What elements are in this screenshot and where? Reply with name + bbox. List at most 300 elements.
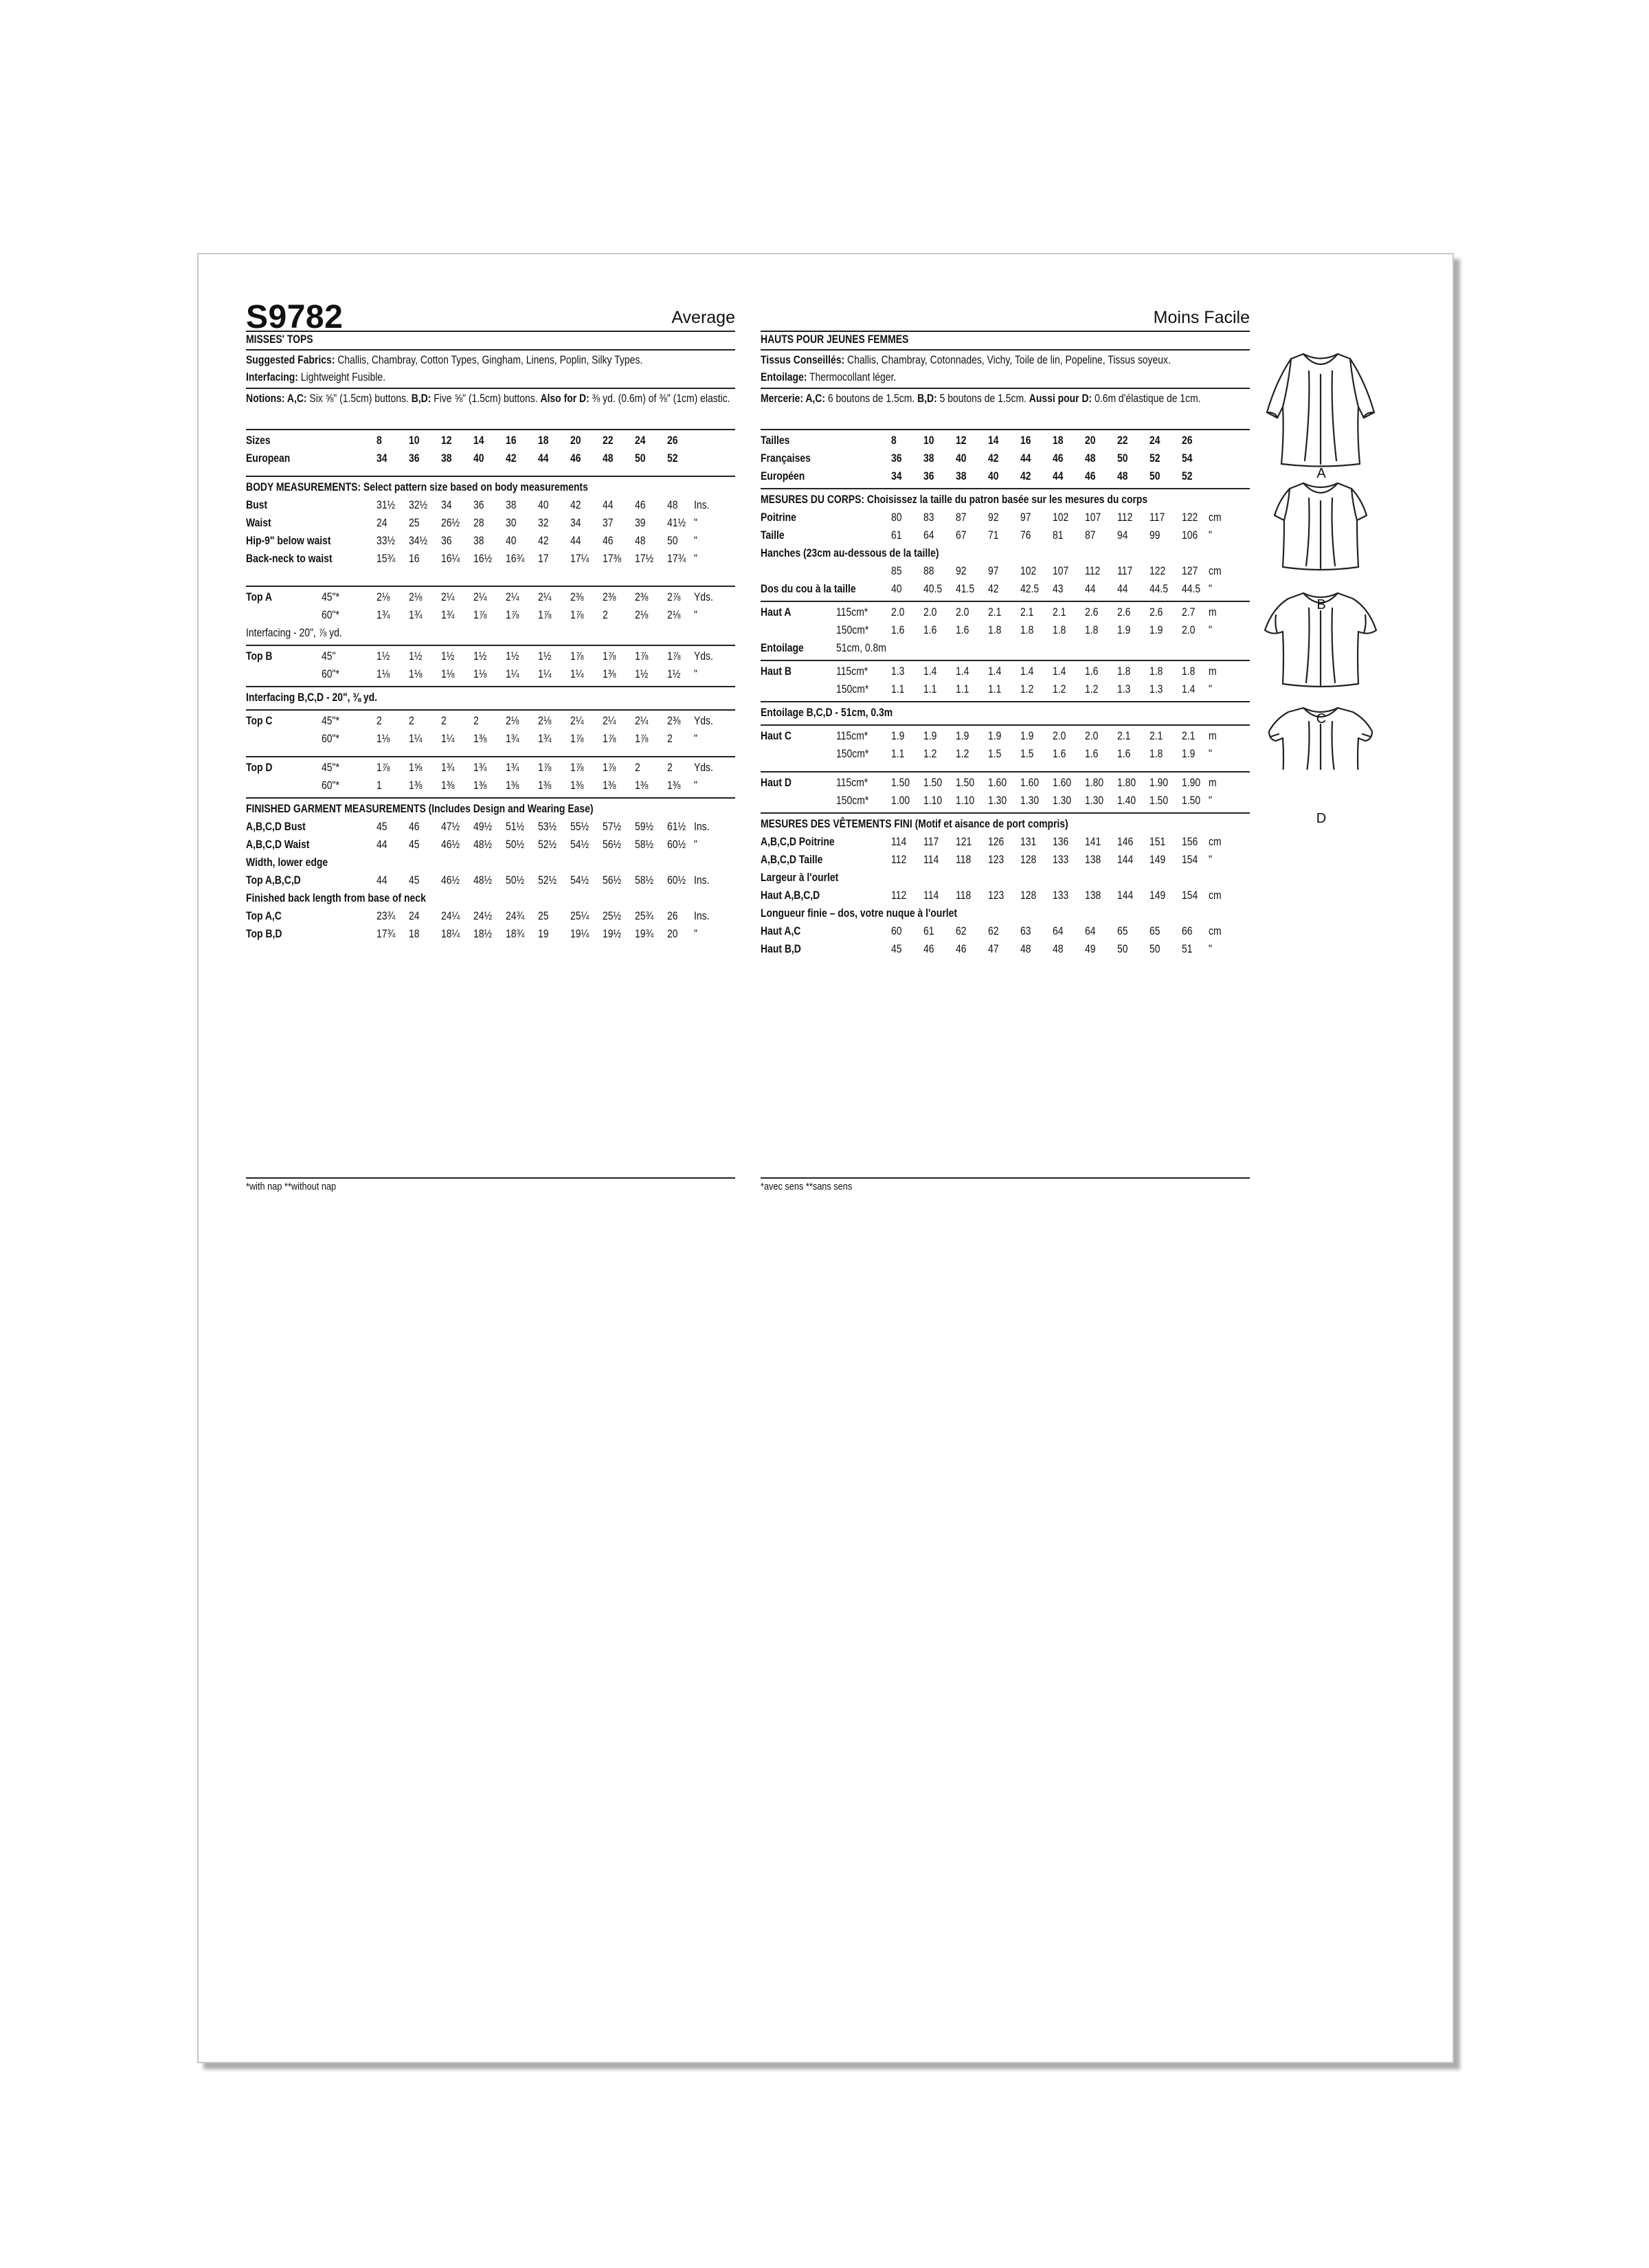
table-cell: 1.60 bbox=[1053, 776, 1072, 789]
table-cell: 2⅜ bbox=[667, 714, 681, 727]
table-cell: 45"* bbox=[322, 714, 339, 727]
row-label: MESURES DU CORPS: Choisissez la taille du patron basée sur les mesures du corps bbox=[761, 493, 1148, 506]
table-cell: 51cm, 0.8m bbox=[836, 641, 886, 654]
table-cell: 51 bbox=[1182, 942, 1193, 955]
table-cell: 1⅞ bbox=[570, 608, 584, 621]
table-cell: 46 bbox=[570, 452, 581, 465]
row-label: Top A,C bbox=[246, 909, 282, 922]
table-row bbox=[761, 704, 1250, 722]
table-cell: 46½ bbox=[441, 874, 460, 887]
table-cell: 16 bbox=[506, 434, 517, 447]
table-cell: 1⅜ bbox=[667, 779, 681, 792]
row-label: MESURES DES VÊTEMENTS FINI (Motif et aisance de port compris) bbox=[761, 817, 1068, 830]
table-row bbox=[761, 922, 1250, 940]
table-cell: 52 bbox=[1182, 469, 1193, 482]
table-cell: 1½ bbox=[506, 649, 519, 663]
table-cell: 1.6 bbox=[923, 623, 937, 636]
table-cell: 60½ bbox=[667, 874, 686, 887]
table-cell: 40 bbox=[891, 582, 902, 595]
table-cell: 2.6 bbox=[1149, 605, 1163, 619]
table-cell: 63 bbox=[1020, 924, 1031, 937]
table-cell: 26 bbox=[667, 434, 678, 447]
table-cell: 16¾ bbox=[506, 552, 525, 565]
table-cell: 48 bbox=[667, 498, 678, 511]
row-label: Entoilage bbox=[761, 641, 804, 654]
table-cell: 1¾ bbox=[377, 608, 390, 621]
table-cell: 102 bbox=[1020, 564, 1037, 577]
table-cell: 92 bbox=[988, 511, 999, 524]
table-rule bbox=[761, 724, 1250, 726]
table-cell: 22 bbox=[603, 434, 614, 447]
table-cell: 64 bbox=[1085, 924, 1096, 937]
table-cell: " bbox=[694, 779, 697, 792]
table-cell: 150cm* bbox=[836, 794, 869, 807]
table-rule bbox=[761, 660, 1250, 661]
table-cell: 56½ bbox=[603, 874, 622, 887]
row-label: Top C bbox=[246, 714, 273, 727]
table-cell: 1.60 bbox=[988, 776, 1007, 789]
table-cell: 1.8 bbox=[1085, 623, 1099, 636]
table-cell: 1.9 bbox=[956, 729, 969, 742]
table-cell: 112 bbox=[891, 853, 907, 866]
table-cell: 1¾ bbox=[538, 732, 552, 745]
table-cell: 52½ bbox=[538, 838, 557, 851]
table-cell: 138 bbox=[1085, 853, 1101, 866]
table-cell: 1.50 bbox=[891, 776, 910, 789]
row-label: Haut A,B,C,D bbox=[761, 889, 820, 902]
row-label: Européen bbox=[761, 469, 805, 482]
title-rule-fr bbox=[761, 349, 1250, 351]
table-cell: 97 bbox=[1020, 511, 1031, 524]
table-cell: 1¾ bbox=[409, 608, 423, 621]
table-cell: 2⅜ bbox=[603, 590, 616, 603]
table-row bbox=[761, 851, 1250, 869]
table-cell: 8 bbox=[377, 434, 382, 447]
table-cell: 85 bbox=[891, 564, 902, 577]
table-cell: 42 bbox=[988, 582, 999, 595]
table-cell: 1.30 bbox=[1020, 794, 1040, 807]
table-cell: 1.00 bbox=[891, 794, 910, 807]
table-cell: 42 bbox=[570, 498, 581, 511]
table-cell: 52 bbox=[1149, 452, 1160, 465]
table-cell: 1⅞ bbox=[667, 649, 681, 663]
table-cell: 50 bbox=[1149, 469, 1160, 482]
table-cell: 1½ bbox=[473, 649, 487, 663]
table-cell: 40 bbox=[473, 452, 484, 465]
pattern-code: S9782 bbox=[246, 299, 344, 335]
table-cell: 1.8 bbox=[1149, 747, 1163, 760]
table-cell: 36 bbox=[409, 452, 420, 465]
row-label: Haut B,D bbox=[761, 942, 801, 955]
table-cell: 2 bbox=[667, 732, 673, 745]
table-cell: 1⅛ bbox=[377, 732, 390, 745]
difficulty-level-fr: Moins Facile bbox=[1153, 308, 1250, 327]
row-label: Back-neck to waist bbox=[246, 552, 333, 565]
table-row bbox=[246, 647, 735, 665]
table-cell: 50 bbox=[1117, 452, 1128, 465]
table-cell: 26 bbox=[1182, 434, 1193, 447]
table-cell: 46½ bbox=[441, 838, 460, 851]
notions-text: Notions: A,C: Six ⅝" (1.5cm) buttons. B,D: Five ⅝" (1.5cm) buttons. Also for D: ⅜ yd. (0.6m) of ⅜" (1cm) elastic. bbox=[246, 392, 730, 405]
table-cell: 45 bbox=[409, 838, 420, 851]
table-cell: 150cm* bbox=[836, 682, 869, 696]
table-cell: 44 bbox=[570, 534, 581, 547]
notions-rule-fr bbox=[761, 388, 1250, 389]
table-cell: 58½ bbox=[635, 838, 654, 851]
table-cell: Ins. bbox=[694, 498, 710, 511]
table-cell: 1⅜ bbox=[603, 779, 616, 792]
table-cell: 18 bbox=[538, 434, 549, 447]
table-cell: 17¼ bbox=[570, 552, 590, 565]
table-cell: 2.7 bbox=[1182, 605, 1196, 619]
table-cell: 123 bbox=[988, 889, 1005, 902]
table-row bbox=[761, 833, 1250, 851]
table-cell: 45"* bbox=[322, 590, 339, 603]
table-cell: 14 bbox=[988, 434, 999, 447]
table-cell: 10 bbox=[409, 434, 420, 447]
table-cell: 66 bbox=[1182, 924, 1193, 937]
table-cell: 149 bbox=[1149, 889, 1166, 902]
table-cell: 38 bbox=[473, 534, 484, 547]
row-label: Haut A bbox=[761, 605, 792, 619]
table-cell: 1.60 bbox=[1020, 776, 1040, 789]
table-row bbox=[246, 854, 735, 871]
table-cell: cm bbox=[1209, 889, 1222, 902]
table-cell: 106 bbox=[1182, 529, 1198, 542]
view-sketches bbox=[1262, 344, 1379, 770]
table-cell: 1⅞ bbox=[603, 732, 616, 745]
table-cell: 149 bbox=[1149, 853, 1166, 866]
table-cell: " bbox=[694, 667, 697, 680]
table-cell: 121 bbox=[956, 835, 972, 848]
view-label-a: A bbox=[1316, 466, 1326, 481]
table-cell: 1⅜ bbox=[409, 779, 423, 792]
table-cell: 1.4 bbox=[1020, 665, 1034, 678]
table-cell: 2.0 bbox=[1182, 623, 1196, 636]
table-cell: 20 bbox=[1085, 434, 1096, 447]
table-row bbox=[246, 432, 735, 449]
table-cell: 44 bbox=[377, 874, 388, 887]
table-cell: 46 bbox=[603, 534, 614, 547]
table-cell: 1⅞ bbox=[538, 608, 552, 621]
table-cell: " bbox=[1209, 747, 1212, 760]
table-row bbox=[761, 621, 1250, 639]
table-cell: 1½ bbox=[635, 667, 649, 680]
table-cell: 2.6 bbox=[1117, 605, 1131, 619]
table-cell: " bbox=[694, 732, 697, 745]
table-cell: 42 bbox=[1020, 469, 1031, 482]
table-row bbox=[246, 606, 735, 624]
table-row bbox=[246, 478, 735, 496]
table-cell: 122 bbox=[1182, 511, 1198, 524]
table-cell: 64 bbox=[1053, 924, 1064, 937]
table-cell: 1⅜ bbox=[635, 779, 649, 792]
table-cell: 38 bbox=[923, 452, 934, 465]
table-cell: 56½ bbox=[603, 838, 622, 851]
row-label: Hip-9" below waist bbox=[246, 534, 331, 547]
table-cell: 1⅛ bbox=[409, 667, 423, 680]
row-label: A,B,C,D Waist bbox=[246, 838, 310, 851]
table-cell: 46 bbox=[1085, 469, 1096, 482]
table-cell: 1⅞ bbox=[570, 649, 584, 663]
table-cell: 1.4 bbox=[923, 665, 937, 678]
table-cell: 60"* bbox=[322, 779, 339, 792]
table-cell: 128 bbox=[1020, 889, 1037, 902]
table-cell: 2⅛ bbox=[667, 608, 681, 621]
table-cell: " bbox=[694, 927, 697, 940]
footnote-rule bbox=[246, 1177, 735, 1179]
interfacing-text-fr: Entoilage: Thermocollant léger. bbox=[761, 370, 897, 383]
table-row bbox=[761, 663, 1250, 680]
table-row bbox=[761, 580, 1250, 598]
table-cell: 60"* bbox=[322, 608, 339, 621]
table-cell: 1.40 bbox=[1117, 794, 1136, 807]
table-row bbox=[761, 745, 1250, 763]
table-cell: 25½ bbox=[603, 909, 622, 922]
table-cell: 1.50 bbox=[923, 776, 943, 789]
table-cell: 32½ bbox=[409, 498, 428, 511]
table-cell: 16 bbox=[409, 552, 420, 565]
table-row bbox=[246, 925, 735, 943]
row-label: Tailles bbox=[761, 434, 790, 447]
table-cell: 61 bbox=[891, 529, 902, 542]
table-cell: 18 bbox=[1053, 434, 1064, 447]
table-cell: 117 bbox=[1149, 511, 1165, 524]
table-row bbox=[761, 509, 1250, 526]
table-cell: 2¼ bbox=[473, 590, 487, 603]
table-cell: 54½ bbox=[570, 838, 590, 851]
table-cell: 115cm* bbox=[836, 776, 868, 789]
row-label: A,B,C,D Bust bbox=[246, 820, 306, 833]
table-cell: 18 bbox=[409, 927, 420, 940]
row-label: Top A bbox=[246, 590, 272, 603]
table-cell: 46 bbox=[635, 498, 646, 511]
table-cell: 2 bbox=[667, 761, 673, 774]
table-cell: 1.4 bbox=[1053, 665, 1066, 678]
table-cell: 2.0 bbox=[956, 605, 969, 619]
table-cell: 12 bbox=[956, 434, 967, 447]
table-cell: 44.5 bbox=[1182, 582, 1201, 595]
table-cell: 1⅞ bbox=[473, 608, 487, 621]
table-cell: 61 bbox=[923, 924, 934, 937]
table-cell: 1.8 bbox=[988, 623, 1002, 636]
row-label: Finished back length from base of neck bbox=[246, 891, 426, 904]
table-cell: 1⅛ bbox=[473, 667, 487, 680]
table-cell: cm bbox=[1209, 835, 1222, 848]
table-cell: 48½ bbox=[473, 838, 493, 851]
table-cell: 2⅛ bbox=[377, 590, 390, 603]
table-rule bbox=[761, 488, 1250, 489]
table-rule bbox=[246, 797, 735, 799]
table-cell: 18¼ bbox=[441, 927, 460, 940]
table-cell: 76 bbox=[1020, 529, 1031, 542]
table-cell: 112 bbox=[891, 889, 907, 902]
table-cell: 46 bbox=[409, 820, 420, 833]
view-label-b: B bbox=[1316, 597, 1326, 612]
table-cell: 2 bbox=[409, 714, 414, 727]
view-label-d: D bbox=[1316, 811, 1327, 826]
table-cell: 48½ bbox=[473, 874, 493, 887]
table-cell: 2 bbox=[441, 714, 447, 727]
table-cell: 1.30 bbox=[1085, 794, 1104, 807]
row-label: Haut C bbox=[761, 729, 792, 742]
table-cell: 127 bbox=[1182, 564, 1198, 577]
table-cell: 17½ bbox=[635, 552, 654, 565]
table-cell: 2.0 bbox=[1053, 729, 1066, 742]
french-measurement-table bbox=[761, 426, 1250, 958]
table-rule bbox=[246, 476, 735, 477]
table-cell: 107 bbox=[1085, 511, 1101, 524]
row-label: Poitrine bbox=[761, 511, 796, 524]
table-cell: 1.2 bbox=[1053, 682, 1066, 696]
table-cell: 81 bbox=[1053, 529, 1064, 542]
table-row bbox=[761, 869, 1250, 887]
table-cell: 1.90 bbox=[1149, 776, 1169, 789]
table-cell: 151 bbox=[1149, 835, 1166, 848]
table-cell: 45 bbox=[891, 942, 902, 955]
table-rule bbox=[761, 429, 1250, 430]
table-cell: 25 bbox=[538, 909, 549, 922]
table-cell: 16 bbox=[1020, 434, 1031, 447]
table-cell: 65 bbox=[1149, 924, 1160, 937]
table-cell: 2⅞ bbox=[667, 590, 681, 603]
table-cell: " bbox=[694, 516, 697, 529]
table-cell: 38 bbox=[506, 498, 517, 511]
table-cell: 19 bbox=[538, 927, 549, 940]
table-cell: Yds. bbox=[694, 590, 713, 603]
table-cell: 14 bbox=[473, 434, 484, 447]
row-label: Top A,B,C,D bbox=[246, 874, 301, 887]
table-cell: 1.2 bbox=[1020, 682, 1034, 696]
table-cell: 1.9 bbox=[1182, 747, 1196, 760]
table-cell: 60"* bbox=[322, 667, 339, 680]
table-cell: m bbox=[1209, 605, 1217, 619]
table-cell: 30 bbox=[506, 516, 517, 529]
table-cell: 40 bbox=[988, 469, 999, 482]
table-cell: 2¼ bbox=[538, 590, 552, 603]
table-row bbox=[761, 467, 1250, 485]
table-cell: 60"* bbox=[322, 732, 339, 745]
table-cell: 58½ bbox=[635, 874, 654, 887]
table-cell: 34 bbox=[891, 469, 902, 482]
table-rule bbox=[246, 686, 735, 687]
table-cell: 1.4 bbox=[956, 665, 969, 678]
table-cell: 2.1 bbox=[1020, 605, 1034, 619]
fabrics-text-fr: Tissus Conseillés: Challis, Chambray, Cotonnades, Vichy, Toile de lin, Popeline, Tissus soyeux. bbox=[761, 353, 1171, 366]
table-cell: 59½ bbox=[635, 820, 654, 833]
table-row bbox=[761, 887, 1250, 904]
table-cell: m bbox=[1209, 776, 1217, 789]
table-cell: " bbox=[1209, 682, 1212, 696]
row-label: Waist bbox=[246, 516, 271, 529]
row-label: FINISHED GARMENT MEASUREMENTS (Includes Design and Wearing Ease) bbox=[246, 802, 594, 815]
table-cell: 1.30 bbox=[988, 794, 1007, 807]
table-cell: 92 bbox=[956, 564, 967, 577]
table-cell: 1⅛ bbox=[441, 667, 455, 680]
table-cell: 1.9 bbox=[923, 729, 937, 742]
table-cell: 48 bbox=[1085, 452, 1096, 465]
row-label: Largeur à l'ourlet bbox=[761, 871, 839, 884]
pattern-instruction-sheet bbox=[197, 253, 1454, 2063]
table-cell: Ins. bbox=[694, 909, 710, 922]
table-cell: 123 bbox=[988, 853, 1005, 866]
table-cell: " bbox=[694, 608, 697, 621]
table-cell: 1.9 bbox=[988, 729, 1002, 742]
table-cell: 1¼ bbox=[409, 732, 423, 745]
table-cell: 53½ bbox=[538, 820, 557, 833]
table-cell: 50 bbox=[635, 452, 646, 465]
table-cell: 41½ bbox=[667, 516, 686, 529]
row-label: Haut D bbox=[761, 776, 792, 789]
table-cell: m bbox=[1209, 665, 1217, 678]
row-label: Hanches (23cm au-dessous de la taille) bbox=[761, 546, 939, 559]
table-cell: 41.5 bbox=[956, 582, 975, 595]
table-cell: 2.0 bbox=[1085, 729, 1099, 742]
table-cell: 17¾ bbox=[377, 927, 396, 940]
table-cell: 87 bbox=[1085, 529, 1096, 542]
table-cell: 17¾ bbox=[667, 552, 686, 565]
table-cell: Ins. bbox=[694, 874, 710, 887]
table-cell: 1½ bbox=[441, 649, 455, 663]
view-label-c: C bbox=[1316, 711, 1327, 726]
table-cell: 40 bbox=[956, 452, 967, 465]
table-cell: m bbox=[1209, 729, 1217, 742]
row-label: Entoilage B,C,D - 51cm, 0.3m bbox=[761, 706, 893, 719]
table-row bbox=[246, 514, 735, 532]
table-cell: 36 bbox=[891, 452, 902, 465]
table-cell: 48 bbox=[603, 452, 614, 465]
table-cell: 43 bbox=[1053, 582, 1064, 595]
table-cell: 1⅛ bbox=[377, 667, 390, 680]
table-cell: 1.8 bbox=[1149, 665, 1163, 678]
fabrics-text: Suggested Fabrics: Challis, Chambray, Cotton Types, Gingham, Linens, Poplin, Silky Types. bbox=[246, 353, 643, 366]
table-cell: 1.6 bbox=[1053, 747, 1066, 760]
row-label: BODY MEASUREMENTS: Select pattern size based on body measurements bbox=[246, 480, 588, 493]
table-row bbox=[246, 550, 735, 568]
table-row bbox=[246, 496, 735, 514]
table-cell: 23¾ bbox=[377, 909, 396, 922]
table-cell: " bbox=[1209, 623, 1212, 636]
table-row bbox=[761, 904, 1250, 922]
row-label: Longueur finie – dos, votre nuque à l'ourlet bbox=[761, 907, 958, 920]
table-cell: 2⅜ bbox=[635, 590, 649, 603]
table-cell: 1.8 bbox=[1053, 623, 1066, 636]
table-cell: cm bbox=[1209, 564, 1222, 577]
table-cell: 2.1 bbox=[1117, 729, 1131, 742]
table-cell: 34 bbox=[570, 516, 581, 529]
table-cell: 138 bbox=[1085, 889, 1101, 902]
table-cell: 48 bbox=[635, 534, 646, 547]
row-label: Interfacing - 20", ⅞ yd. bbox=[246, 626, 342, 639]
table-cell: 1½ bbox=[667, 667, 681, 680]
table-cell: 1⅞ bbox=[570, 761, 584, 774]
table-cell: 1½ bbox=[538, 649, 552, 663]
section-title: MISSES' TOPS bbox=[246, 333, 313, 346]
table-cell: 133 bbox=[1053, 889, 1069, 902]
table-row bbox=[246, 818, 735, 836]
table-cell: 2 bbox=[635, 761, 640, 774]
table-cell: 1.10 bbox=[923, 794, 943, 807]
table-cell: 94 bbox=[1117, 529, 1128, 542]
table-cell: 42.5 bbox=[1020, 582, 1040, 595]
table-cell: 71 bbox=[988, 529, 999, 542]
table-cell: 45"* bbox=[322, 761, 339, 774]
table-cell: 112 bbox=[1117, 511, 1133, 524]
table-cell: 25¾ bbox=[635, 909, 654, 922]
table-cell: 16¼ bbox=[441, 552, 460, 565]
table-cell: 102 bbox=[1053, 511, 1069, 524]
table-cell: 67 bbox=[956, 529, 967, 542]
